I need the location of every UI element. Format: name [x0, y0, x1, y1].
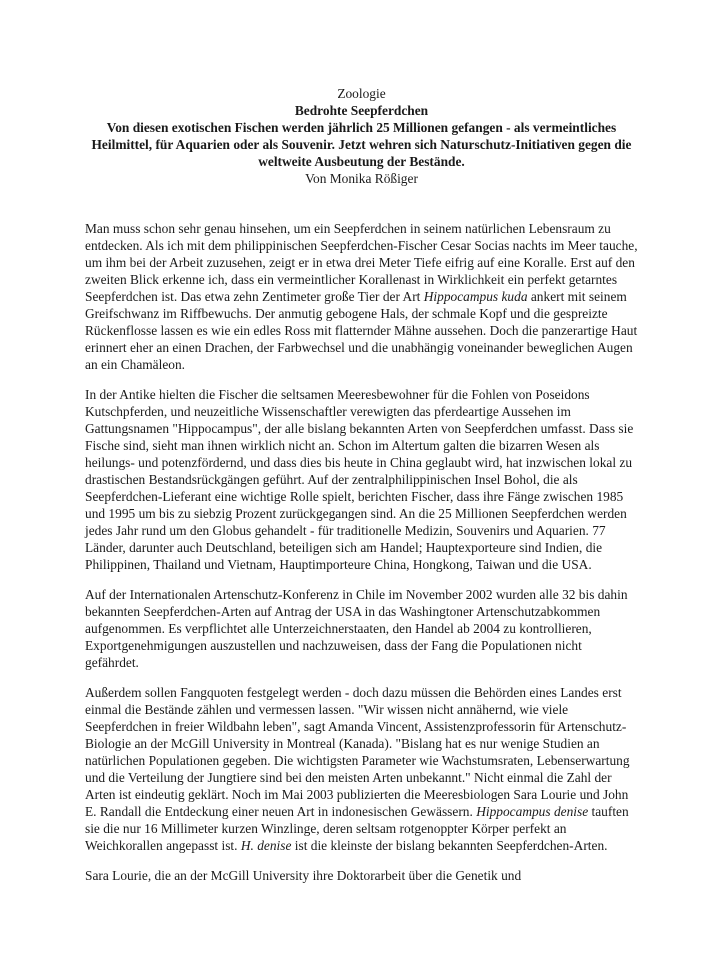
paragraph-text: In der Antike hielten die Fischer die seltsamen Meeresbewohner für die Fohlen von Poseidons Kutschpferden, und neuzeitliche Wissenschaftler verewigten das pferdeartige Aussehen im Gattungsnamen "Hippocampus", der alle bislang bekannten Arten von Seepferdchen umfasst. Dass sie Fische sind, sieht man ihnen wirklich nicht an. Schon im Altertum galten die bizarren Wesen als heilungs- und potenzfördernd, und dass dies bis heute in China geglaubt wird, hat inzwischen lokal zu drastischen Bestandsrückgängen geführt. Auf der zentralphilippinischen Insel Bohol, die als Seepferdchen-Lieferant eine wichtige Rolle spielt, berichten Fischer, dass ihre Fänge zwischen 1985 und 1995 um bis zu siebzig Prozent zurückgegangen sind. An die 25 Millionen Seepferdchen werden jedes Jahr rund um den Globus gehandelt - für traditionelle Medizin, Souvenirs und Aquarien. 77 Länder, darunter auch Deutschland, beteiligen sich am Handel; Hauptexporteure sind Indien, die Philippinen, Thailand und Vietnam, Hauptimporteure China, Hongkong, Taiwan und die USA.: [85, 387, 634, 572]
paragraph-text: Man muss schon sehr genau hinsehen, um ein Seepferdchen in seinem natürlichen Lebensraum zu entdecken. Als ich mit dem philippinischen Seepferdchen-Fischer Cesar Socias nachts im Meer tauche, um ihm bei der Arbeit zuzusehen, zeigt er in etwa drei Meter Tiefe eifrig auf eine Koralle. Erst auf den zweiten Blick erkenne ich, dass ein vermeintlicher Korallenast in Wirklichkeit ein perfekt getarntes Seepferdchen ist. Das etwa zehn Zentimeter große Tier der Art: [85, 221, 638, 304]
paragraph-text: ist die kleinste der bislang bekannten Seepferdchen-Arten.: [291, 838, 608, 853]
paragraph-text: ankert mit seinem Greifschwanz im Riffbewuchs. Der anmutig gebogene Hals, der schmale Kopf und die gespreizte Rückenflosse lassen es wie ein edles Ross mit flatternder Mähne aussehen. Doch die panzerartige Haut erinnert eher an einen Drachen, der Farbwechsel und die unabhängig voneinander beweglichen Augen an ein Chamäleon.: [85, 289, 638, 372]
article-title: Bedrohte Seepferdchen: [294, 103, 429, 118]
text-column: [85, 85, 638, 897]
paragraph: [85, 386, 638, 573]
paragraph: [85, 684, 638, 854]
species-name: Hippocampus kuda: [423, 289, 528, 304]
paragraph: [85, 586, 638, 671]
article-body: [85, 220, 638, 884]
article-header: [85, 85, 638, 187]
paragraph-text: Auf der Internationalen Artenschutz-Konferenz in Chile im November 2002 wurden alle 32 bis dahin bekannten Seepferdchen-Arten auf Antrag der USA in das Washingtoner Artenschutzabkommen aufgenommen. Es verpflichtet alle Unterzeichnerstaaten, den Handel ab 2004 zu kontrollieren, Exportgenehmigungen auszustellen und nachzuweisen, dass der Fang die Populationen nicht gefährdet.: [85, 587, 628, 670]
article-subtitle: Von diesen exotischen Fischen werden jährlich 25 Millionen gefangen - als vermeintliches Heilmittel, für Aquarien oder als Souvenir. Jetzt wehren sich Naturschutz-Initiativen gegen die weltweite Ausbeutung der Bestände.: [91, 120, 632, 169]
article-byline: Von Monika Rößiger: [305, 171, 418, 186]
species-name: H. denise: [240, 838, 292, 853]
paragraph-text: tauften sie die nur 16 Millimeter kurzen Winzlinge, deren seltsam rotgenoppter Körper perfekt an Weichkorallen angepasst ist.: [85, 804, 629, 853]
paragraph: [85, 867, 638, 884]
paragraph-text: Sara Lourie, die an der McGill University ihre Doktorarbeit über die Genetik und: [85, 868, 522, 883]
section-kicker: Zoologie: [337, 86, 386, 101]
species-name: Hippocampus denise: [476, 804, 589, 819]
paragraph: [85, 220, 638, 373]
paragraph-text: Außerdem sollen Fangquoten festgelegt werden - doch dazu müssen die Behörden eines Landes erst einmal die Bestände zählen und vermessen lassen. "Wir wissen nicht annähernd, wie viele Seepferdchen in freier Wildbahn leben", sagt Amanda Vincent, Assistenzprofessorin für Artenschutz-Biologie an der McGill University in Montreal (Kanada). "Bislang hat es nur wenige Studien an natürlichen Populationen gegeben. Die wichtigsten Parameter wie Wachstumsraten, Lebenserwartung und die Verteilung der Jungtiere sind bei den meisten Arten unbekannt." Nicht einmal die Zahl der Arten ist eindeutig geklärt. Noch im Mai 2003 publizierten die Meeresbiologen Sara Lourie und John E. Randall die Entdeckung einer neuen Art in indonesischen Gewässern.: [85, 685, 630, 819]
